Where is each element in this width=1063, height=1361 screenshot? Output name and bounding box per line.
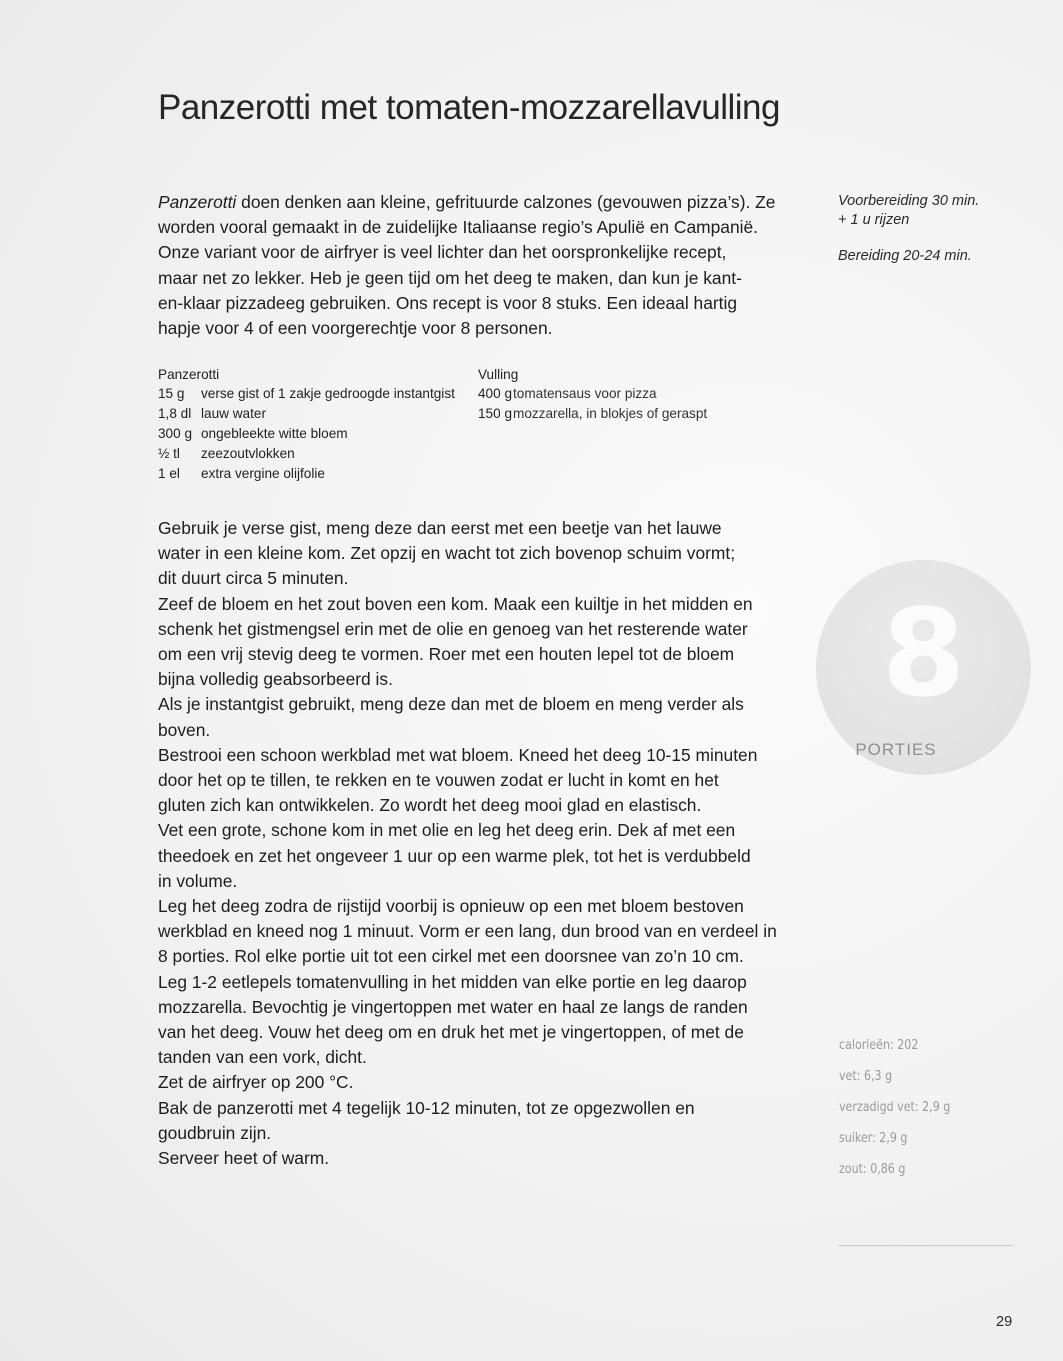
step-line: Zet de airfryer op 200 °C.	[158, 1072, 354, 1093]
prep-time: Voorbereiding 30 min.	[838, 193, 980, 209]
intro-line: maar net zo lekker. Heb je geen tijd om het deeg te maken, dan kun je kant-	[158, 267, 742, 288]
ingredients-vulling	[478, 366, 798, 427]
step-line: dit duurt circa 5 minuten.	[158, 568, 349, 589]
portions-badge	[816, 560, 1031, 775]
ingredient-row	[158, 387, 458, 401]
ingredient-qty: 300 g	[158, 426, 193, 441]
step-line: bijna volledig geabsorbeerd is.	[158, 669, 393, 690]
step-line: Leg het deeg zodra de rijstijd voorbij is opnieuw op een met bloem bestoven	[158, 896, 744, 917]
step-line: gluten zich kan ontwikkelen. Zo wordt het deeg mooi glad en elastisch.	[158, 795, 702, 816]
intro-line	[158, 190, 798, 215]
step-line: boven.	[158, 719, 211, 740]
step-line: in volume.	[158, 870, 238, 891]
ingredient-qty: 150 g	[478, 406, 513, 421]
ingredient-desc: verse gist of 1 zakje gedroogde instantgist	[201, 386, 455, 401]
step-line: werkblad en kneed nog 1 minuut. Vorm er een lang, dun brood van en verdeel in	[158, 921, 777, 942]
step-line: Bak de panzerotti met 4 tegelijk 10-12 minuten, tot ze opgezwollen en	[158, 1097, 695, 1118]
portions-number: 8	[881, 585, 966, 724]
rise-time: + 1 u rijzen	[838, 212, 910, 228]
intro-line: Onze variant voor de airfryer is veel lichter dan het oorspronkelijke recept,	[158, 242, 727, 263]
intro-line-rest: doen denken aan kleine, gefrituurde calzones (gevouwen pizza’s). Ze	[236, 192, 776, 212]
nutrition-fat: vet: 6,3 g	[839, 1068, 893, 1084]
step-line: van het deeg. Vouw het deeg om en druk het met je vingertoppen, of met de	[158, 1022, 744, 1043]
ingredient-desc: zeezoutvlokken	[201, 446, 295, 461]
ingredient-desc: ongebleekte witte bloem	[201, 426, 348, 441]
time-info	[838, 192, 1038, 266]
intro-paragraph	[158, 190, 798, 341]
step-line: Als je instantgist gebruikt, meng deze dan met de bloem en meng verder als	[158, 694, 744, 715]
cook-time: Bereiding 20-24 min.	[838, 248, 972, 264]
recipe-title: Panzerotti met tomaten-mozzarellavulling	[158, 88, 780, 127]
step-line: water in een kleine kom. Zet opzij en wacht tot zich bovenop schuim vormt;	[158, 543, 736, 564]
step-line: Leg 1-2 eetlepels tomatenvulling in het midden van elke portie en leg daarop	[158, 971, 747, 992]
step-line: om een vrij stevig deeg te vormen. Roer met een houten lepel tot de bloem	[158, 644, 735, 665]
ingredient-row	[478, 407, 798, 421]
step-line: goudbruin zijn.	[158, 1122, 272, 1143]
ingredient-row	[158, 467, 458, 481]
ingredient-qty: 1,8 dl	[158, 406, 192, 421]
ingredient-qty: 1 el	[158, 466, 180, 481]
ingredients-heading: Panzerotti	[158, 367, 220, 382]
step-line: 8 porties. Rol elke portie uit tot een cirkel met een doorsnee van zo’n 10 cm.	[158, 946, 744, 967]
nutrition-info	[839, 1030, 950, 1185]
ingredient-qty: 15 g	[158, 386, 185, 401]
step-line: Serveer heet of warm.	[158, 1148, 330, 1169]
step-line: Gebruik je verse gist, meng deze dan eerst met een beetje van het lauwe	[158, 518, 722, 538]
intro-line: en-klaar pizzadeeg gebruiken. Ons recept is voor 8 stuks. Een ideaal hartig	[158, 292, 738, 313]
step-line: Zeef de bloem en het zout boven een kom. Maak een kuiltje in het midden en	[158, 593, 753, 614]
ingredient-desc: tomatensaus voor pizza	[513, 386, 657, 401]
step-line: schenk het gistmengsel erin met de olie en genoeg van het resterende water	[158, 618, 748, 639]
ingredient-desc: extra vergine olijfolie	[201, 466, 325, 481]
nutrition-salt: zout: 0,86 g	[839, 1161, 906, 1177]
ingredient-row	[158, 407, 458, 421]
ingredients-panzerotti	[158, 366, 458, 487]
ingredient-row	[158, 447, 458, 461]
step-line: Bestrooi een schoon werkblad met wat bloem. Kneed het deeg 10-15 minuten	[158, 744, 758, 765]
step-line: tanden van een vork, dicht.	[158, 1047, 367, 1068]
intro-line: worden vooral gemaakt in de zuidelijke Italiaanse regio’s Apulië en Campanië.	[158, 217, 759, 238]
nutrition-saturated-fat: verzadigd vet: 2,9 g	[839, 1099, 951, 1115]
divider-line	[838, 1245, 1013, 1246]
method-steps	[158, 516, 798, 1171]
step-line: door het op te tillen, te rekken en te vouwen zodat er lucht in komt en het	[158, 770, 719, 791]
step-line: mozzarella. Bevochtig je vingertoppen met water en haal ze langs de randen	[158, 996, 748, 1017]
intro-lead-italic: Panzerotti	[158, 192, 237, 212]
nutrition-sugar: suiker: 2,9 g	[839, 1130, 908, 1146]
portions-label: PORTIES	[855, 740, 937, 759]
ingredient-qty: ½ tl	[158, 446, 180, 461]
page-number: 29	[996, 1314, 1013, 1330]
ingredients-heading: Vulling	[478, 367, 519, 382]
step-line: Vet een grote, schone kom in met olie en leg het deeg erin. Dek af met een	[158, 820, 736, 841]
ingredient-qty: 400 g	[478, 386, 513, 401]
ingredient-row	[478, 387, 798, 401]
step-line: theedoek en zet het ongeveer 1 uur op een warme plek, tot het is verdubbeld	[158, 845, 751, 866]
intro-line: hapje voor 4 of een voorgerechtje voor 8 personen.	[158, 318, 553, 339]
ingredient-desc: lauw water	[201, 406, 266, 421]
ingredient-desc: mozzarella, in blokjes of geraspt	[513, 406, 708, 421]
ingredient-row	[158, 427, 458, 441]
nutrition-calories: calorieën: 202	[839, 1037, 919, 1053]
